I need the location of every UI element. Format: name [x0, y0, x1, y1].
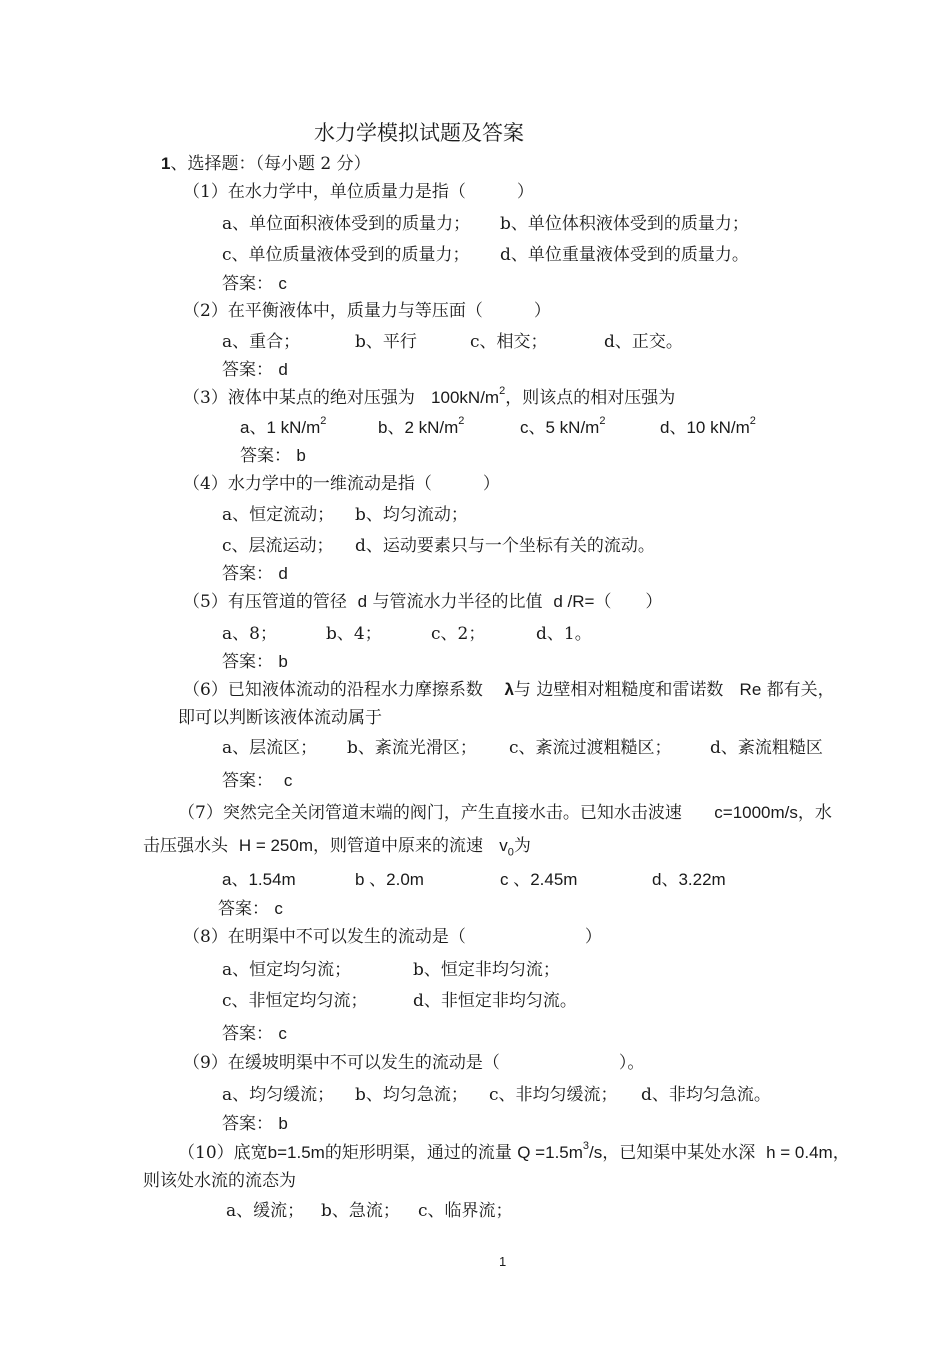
q3-option-d-sup: 2	[749, 415, 756, 428]
section-heading	[161, 153, 371, 175]
q10-width: b=1.5m	[267, 1143, 325, 1162]
q3-option-a-sup: 2	[320, 415, 327, 428]
q5-answer-value: b	[278, 652, 288, 671]
q7-option-a: a、1.54m	[222, 870, 296, 889]
answer-label: 答案：	[222, 652, 273, 672]
q5-option-b: b、4；	[326, 624, 382, 644]
q2-option-c: c、相交；	[470, 332, 548, 352]
q7-velocity-symbol	[499, 836, 514, 859]
q10-flow-unit: /s	[589, 1143, 603, 1162]
q7-stem-part3: 击压强水头	[143, 836, 228, 856]
q10-stem-part3: ，已知渠中某处水深	[602, 1143, 756, 1163]
q5-option-c: c、2；	[431, 624, 486, 644]
q5-d-symbol: d	[357, 592, 368, 611]
q3-stem-part2: ，则该点的相对压强为	[505, 388, 676, 408]
q8-option-d: d、非恒定非均匀流。	[413, 991, 577, 1011]
answer-label: 答案：	[222, 564, 273, 584]
q4-option-d: d、运动要素只与一个坐标有关的流动。	[355, 536, 655, 556]
q9-answer	[222, 1113, 288, 1135]
q4-stem: （4）水力学中的一维流动是指（ ）	[183, 474, 500, 494]
q4-answer-value: d	[278, 564, 288, 583]
q4-option-a: a、恒定流动；	[222, 505, 335, 525]
q9-option-a: a、均匀缓流；	[222, 1085, 335, 1105]
q3-value: 100kN/m	[431, 388, 500, 407]
q10-flow-value: Q =1.5m	[517, 1143, 583, 1162]
q3-stem	[183, 387, 675, 409]
q8-answer	[222, 1023, 287, 1045]
q10-flow-sup: 3	[582, 1140, 590, 1153]
answer-label: 答案：	[240, 446, 291, 466]
q1-option-c: c、单位质量液体受到的质量力；	[222, 245, 470, 265]
q6-stem-part1: （6）已知液体流动的沿程水力摩擦系数	[183, 680, 483, 700]
q5-stem	[183, 591, 662, 613]
q7-stem-part1: （7）突然完全关闭管道末端的阀门，产生直接水击。已知水击波速	[178, 803, 682, 823]
q7-option-c: c 、2.45m	[500, 870, 578, 889]
q7-option-d: d、3.22m	[652, 870, 726, 889]
q1-stem: （1）在水力学中，单位质量力是指（ ）	[183, 182, 534, 202]
q5-stem-part1: （5）有压管道的管径	[183, 592, 347, 612]
q3-value-sup: 2	[499, 385, 506, 398]
q7-stem-part5: 为	[513, 836, 531, 856]
q6-stem-line2: 即可以判断该液体流动属于	[178, 708, 382, 728]
q3-option-c	[520, 417, 605, 439]
answer-label: 答案：	[222, 274, 273, 294]
answer-label: 答案：	[218, 899, 269, 919]
q6-option-a: a、层流区；	[222, 738, 318, 758]
q3-answer	[240, 445, 306, 467]
q8-option-a: a、恒定均匀流；	[222, 960, 352, 980]
q8-answer-value: c	[278, 1024, 287, 1043]
q3-option-d	[660, 417, 756, 439]
q9-answer-value: b	[278, 1114, 288, 1133]
q1-option-b: b、单位体积液体受到的质量力；	[500, 214, 749, 234]
q7-v-sub: 0	[507, 846, 514, 859]
answer-label: 答案：	[222, 1114, 273, 1134]
q5-stem-part2: 与管流水力半径的比值	[372, 592, 543, 612]
answer-label: 答案：	[222, 771, 273, 791]
document-title: 水力学模拟试题及答案	[314, 121, 524, 145]
q2-stem: （2）在平衡液体中，质量力与等压面（ ）	[183, 301, 551, 321]
q3-option-c-text: c、5 kN/m	[520, 418, 600, 437]
q2-answer-value: d	[278, 360, 288, 379]
page-number: 1	[499, 1254, 507, 1269]
q10-stem-part4: ，	[832, 1143, 850, 1163]
q7-option-b: b 、2.0m	[355, 870, 424, 889]
q2-option-b: b、平行	[355, 332, 417, 352]
q1-answer	[222, 273, 287, 295]
q3-option-b	[378, 417, 464, 439]
q3-option-d-text: d、10 kN/m	[660, 418, 750, 437]
q8-option-c: c、非恒定均匀流；	[222, 991, 368, 1011]
q10-stem-part2: 的矩形明渠，通过的流量	[324, 1143, 512, 1163]
q6-answer-value: c	[283, 771, 293, 790]
q4-answer	[222, 563, 288, 585]
q4-option-b: b、均匀流动；	[355, 505, 468, 525]
q3-stem-part1: （3）液体中某点的绝对压强为	[183, 388, 415, 408]
q2-option-d: d、正交。	[604, 332, 683, 352]
q9-option-b: b、均匀急流；	[355, 1085, 468, 1105]
q1-answer-value: c	[278, 274, 287, 293]
answer-label: 答案：	[222, 1024, 273, 1044]
q3-option-a	[240, 417, 326, 439]
answer-label: 答案：	[222, 360, 273, 380]
q5-stem-part3: （ ）	[594, 592, 663, 612]
section-number: 1	[161, 154, 171, 173]
q9-option-c: c、非均匀缓流；	[489, 1085, 618, 1105]
q6-lambda: λ	[504, 680, 514, 699]
q5-ratio: d /R=	[553, 592, 595, 611]
section-label: 、选择题：（每小题 2 分）	[170, 154, 371, 174]
q7-v: v	[499, 836, 508, 855]
q10-stem-line1	[178, 1142, 850, 1164]
q10-stem-part1: （10）底宽	[178, 1143, 268, 1163]
q2-answer	[222, 359, 288, 381]
q10-option-a: a、缓流；	[226, 1201, 305, 1221]
q6-option-c: c、紊流过渡粗糙区；	[509, 738, 672, 758]
q7-answer	[218, 898, 283, 920]
q2-option-a: a、重合；	[222, 332, 301, 352]
q7-stem-part4: ，则管道中原来的流速	[313, 836, 483, 856]
q6-stem-part2: 与 边壁相对粗糙度和雷诺数	[513, 680, 724, 700]
q3-option-a-text: a、1 kN/m	[240, 418, 321, 437]
q8-stem: （8）在明渠中不可以发生的流动是（ ）	[183, 927, 602, 947]
q6-re: Re	[739, 680, 762, 699]
q6-option-b: b、紊流光滑区；	[347, 738, 477, 758]
q7-answer-value: c	[274, 899, 283, 918]
q10-depth: h = 0.4m	[766, 1143, 833, 1162]
q5-answer	[222, 651, 288, 673]
q6-option-d: d、紊流粗糙区	[710, 738, 823, 758]
q10-stem-line2: 则该处水流的流态为	[143, 1171, 296, 1191]
q3-option-b-sup: 2	[458, 415, 465, 428]
q8-option-b: b、恒定非均匀流；	[413, 960, 560, 980]
q4-option-c: c、层流运动；	[222, 536, 334, 556]
q7-stem-part2: ，水	[797, 803, 832, 823]
q7-stem-line1	[178, 802, 832, 824]
q7-wave-speed: c=1000m/s	[714, 803, 798, 822]
q1-option-d: d、单位重量液体受到的质量力。	[500, 245, 749, 265]
q5-option-d: d、1。	[536, 624, 592, 644]
q6-stem-part3: 都有关，	[766, 680, 835, 700]
q10-flow	[517, 1140, 603, 1162]
q7-stem-line2	[143, 835, 531, 857]
q3-option-c-sup: 2	[599, 415, 606, 428]
q3-option-b-text: b、2 kN/m	[378, 418, 459, 437]
q5-option-a: a、8；	[222, 624, 277, 644]
q9-option-d: d、非均匀急流。	[641, 1085, 771, 1105]
q3-answer-value: b	[296, 446, 306, 465]
q10-option-c: c、临界流；	[418, 1201, 513, 1221]
q6-answer	[222, 770, 292, 792]
q9-stem: （9）在缓坡明渠中不可以发生的流动是（ ）。	[183, 1053, 645, 1073]
q10-option-b: b、急流；	[321, 1201, 400, 1221]
q6-stem	[183, 679, 835, 701]
q1-option-a: a、单位面积液体受到的质量力；	[222, 214, 471, 234]
q7-head: H = 250m	[238, 836, 313, 855]
